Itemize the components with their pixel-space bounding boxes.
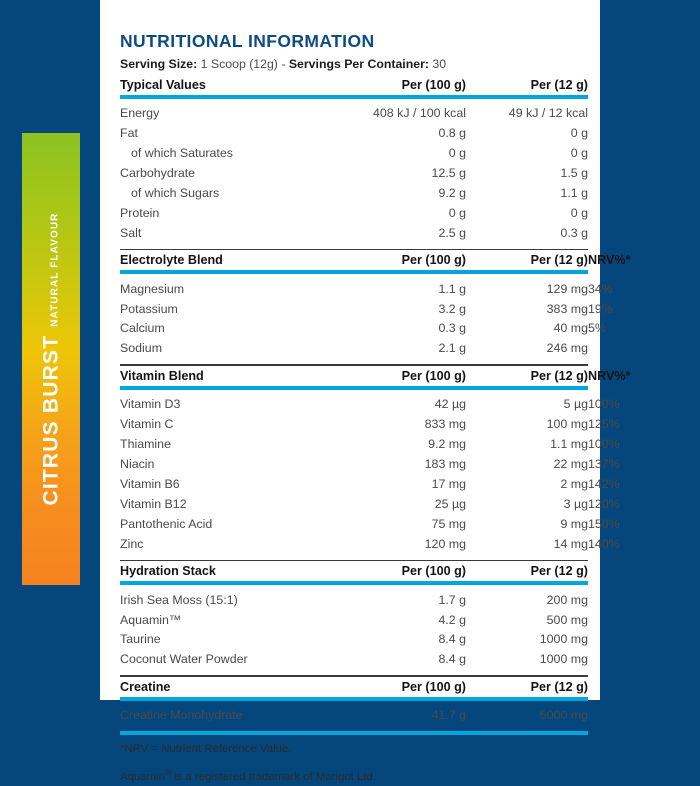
flavour-name: CITRUS BURST (39, 334, 63, 506)
nutrition-panel (100, 0, 631, 783)
nutrient-name: Vitamin B6 (120, 476, 180, 491)
nutrient-name: Irish Sea Moss (15:1) (120, 592, 238, 607)
nutrient-value-2: 5 µg (563, 397, 588, 412)
nutrient-value-1: 8.4 g (438, 632, 466, 647)
table-row: Vitamin C 833 mg 100 mg 125% (120, 415, 588, 435)
servings-per-container-label: Servings Per Container: (288, 57, 429, 72)
nutrient-value-1: 2.1 g (438, 341, 466, 356)
section-title: Vitamin Blend (120, 368, 204, 383)
table-row (120, 184, 588, 204)
nutrient-value-2: 49 kJ / 12 kcal (508, 106, 588, 121)
nutrient-value-2: 2 mg (560, 476, 588, 491)
table-row (120, 650, 588, 670)
nutrient-value-2: 9 mg (560, 516, 588, 531)
section-title: Typical Values (120, 77, 206, 92)
column-header-1: Per (100 g) (401, 564, 466, 579)
nutrient-name: Sodium (120, 341, 163, 356)
section-title: Hydration Stack (120, 564, 216, 579)
nutrient-value-1: 1.1 g (438, 281, 466, 296)
registered-icon: ® (164, 767, 171, 777)
nutrient-name: Energy (120, 106, 160, 121)
table-row: Vitamin D3 42 µg 5 µg 100% (120, 395, 588, 415)
nutrient-name: Coconut Water Powder (120, 652, 248, 667)
table-row (120, 610, 588, 630)
trademark-text: is a registered trademark of Marigot Ltd. (170, 770, 376, 783)
page-title: NUTRITIONAL INFORMATION (120, 31, 375, 51)
nutrient-value-2: 1.1 mg (550, 437, 588, 452)
table-row: Vitamin B12 25 µg 3 µg 120% (120, 495, 588, 515)
serving-info (120, 56, 588, 73)
nutrient-value-2: 22 mg (553, 457, 588, 471)
table-row (120, 630, 588, 650)
nutrient-value-1: 0 g (448, 146, 466, 160)
section-title: Creatine (120, 679, 171, 694)
nutrient-name: Carbohydrate (120, 165, 196, 180)
table-row (120, 590, 588, 610)
nutrient-value-2: 0 g (570, 126, 588, 141)
nutrient-name: Vitamin D3 (120, 397, 181, 412)
nutrient-value-2: 1000 mg (539, 632, 588, 647)
nutrient-name: Vitamin C (120, 417, 174, 432)
nutrient-name: Thiamine (120, 437, 171, 452)
nutrient-name: Niacin (120, 457, 155, 471)
nutrient-value-1: 408 kJ / 100 kcal (373, 106, 466, 121)
nutrition-content (120, 31, 631, 786)
nutrient-value-2: 14 mg (553, 536, 588, 551)
column-header-1: Per (100 g) (401, 253, 466, 268)
nutrient-value-2: 5000 mg (539, 708, 588, 723)
nutrient-value-1: 41.7 g (431, 708, 466, 723)
nutrient-value-1: 833 mg (424, 417, 466, 432)
nutrient-value-2: 0 g (570, 205, 588, 220)
table-row (120, 164, 588, 184)
nutrient-name: Salt (120, 225, 142, 240)
nutrient-value-2: 0.3 g (560, 225, 588, 240)
column-header-2: Per (12 g) (530, 679, 588, 694)
nutrient-value-2: 500 mg (546, 612, 588, 627)
nutrient-value-1: 2.5 g (438, 225, 466, 240)
nutrient-name: Calcium (120, 321, 165, 336)
nutrient-value-2: 1000 mg (539, 652, 588, 667)
serving-size-value: 1 Scoop (12g) (200, 57, 278, 72)
table-row: Niacin 183 mg 22 mg 137% (120, 455, 588, 475)
section-header-vitamin_blend: Vitamin Blend Per (100 g) Per (12 g) NRV%* (120, 366, 588, 386)
nutrition-table (120, 75, 631, 735)
table-row: Pantothenic Acid 75 mg 9 mg 150% (120, 515, 588, 535)
nutrient-name: Magnesium (120, 281, 185, 296)
nutrient-value-1: 25 µg (434, 496, 466, 511)
table-row: Vitamin B6 17 mg 2 mg 142% (120, 475, 588, 495)
nutrient-value-1: 0.8 g (438, 126, 466, 141)
nutrient-name: Potassium (120, 301, 178, 316)
nutrient-value-1: 0.3 g (438, 321, 466, 336)
nutrient-name: of which Sugars (131, 185, 220, 200)
nutrient-name: Vitamin B12 (120, 496, 187, 511)
nutrient-value-1: 0 g (448, 205, 466, 220)
flavour-label (22, 133, 80, 585)
nutrient-value-1: 8.4 g (438, 652, 466, 667)
nutrient-name: Aquamin™ (120, 612, 182, 627)
nrv-footnote: *NRV = Nutrient Reference Value. (120, 742, 292, 755)
nutrient-value-2: 3 µg (563, 496, 588, 511)
table-row: Magnesium 1.1 g 129 mg 34% (120, 279, 588, 299)
nutrient-name: Zinc (120, 536, 144, 551)
nutrient-value-2: 246 mg (546, 341, 588, 356)
trademark-name: Aquamin (120, 770, 165, 783)
column-header-2: Per (12 g) (530, 368, 588, 383)
table-row: Potassium 3.2 g 383 mg 19% (120, 299, 588, 319)
table-row (120, 224, 588, 244)
nutrient-value-1: 120 mg (424, 536, 466, 551)
flavour-subtitle: NATURAL FLAVOUR (49, 212, 61, 327)
nutrient-value-2: 1.1 g (560, 185, 588, 200)
table-row: Calcium 0.3 g 40 mg 5% (120, 319, 588, 339)
nutrient-value-1: 12.5 g (431, 165, 466, 180)
servings-per-container-value: 30 (432, 57, 447, 72)
nutrient-value-2: 100 mg (546, 417, 588, 432)
column-header-2: Per (12 g) (530, 564, 588, 579)
column-header-2: Per (12 g) (530, 77, 588, 92)
nutrient-value-1: 9.2 g (438, 185, 466, 200)
nutrient-value-1: 183 mg (424, 457, 466, 471)
section-header-creatine (120, 677, 588, 697)
nutrient-value-2: 0 g (570, 146, 588, 160)
section-header-hydration_stack (120, 561, 588, 581)
table-row (120, 706, 588, 726)
nutrient-value-2: 383 mg (546, 301, 588, 316)
nutrient-value-1: 42 µg (434, 397, 466, 412)
table-row (120, 144, 588, 164)
column-header-1: Per (100 g) (401, 77, 466, 92)
column-header-1: Per (100 g) (401, 368, 466, 383)
nutrient-value-2: 1.5 g (560, 165, 588, 180)
table-row (120, 339, 588, 359)
nutrient-name: of which Saturates (131, 146, 233, 160)
nutrient-value-1: 4.2 g (438, 612, 466, 627)
nutrient-value-2: 200 mg (546, 592, 588, 607)
nutrient-name: Fat (120, 126, 138, 141)
nutrient-value-1: 3.2 g (438, 301, 466, 316)
table-row: Zinc 120 mg 14 mg 140% (120, 535, 588, 555)
serving-separator: - (281, 57, 286, 72)
nutrient-value-2: 129 mg (546, 281, 588, 296)
accent-rule-fill (120, 731, 588, 735)
nutrient-value-1: 75 mg (431, 516, 466, 531)
section-header-typical_values (120, 75, 588, 95)
nutrient-value-2: 40 mg (553, 321, 588, 336)
table-row (120, 204, 588, 224)
accent-rule (120, 731, 588, 735)
column-header-2: Per (12 g) (530, 253, 588, 268)
nutrient-name: Taurine (120, 632, 161, 647)
nutrient-name: Protein (120, 205, 160, 220)
table-row (120, 124, 588, 144)
serving-size-label: Serving Size: (120, 57, 198, 72)
trademark-footnote (120, 767, 588, 786)
column-header-1: Per (100 g) (401, 679, 466, 694)
nutrient-name: Creatine Monohydrate (120, 708, 243, 723)
nutrient-value-1: 1.7 g (438, 592, 466, 607)
nutrient-name: Pantothenic Acid (120, 516, 213, 531)
table-row: Thiamine 9.2 mg 1.1 mg 100% (120, 435, 588, 455)
nutrient-value-1: 17 mg (431, 476, 466, 491)
section-header-electrolyte_blend: Electrolyte Blend Per (100 g) Per (12 g) NRV%* (120, 250, 588, 270)
section-title: Electrolyte Blend (120, 253, 223, 268)
nutrient-value-1: 9.2 mg (428, 437, 466, 452)
table-row (120, 104, 588, 124)
